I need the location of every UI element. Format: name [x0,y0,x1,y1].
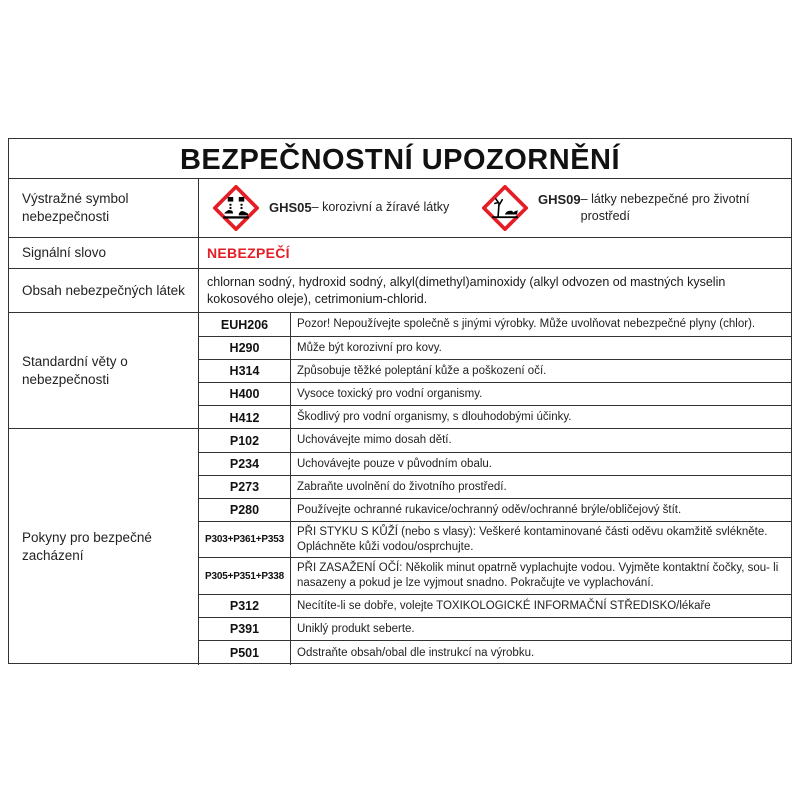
ghs05-code: GHS05 [269,200,312,215]
precaution-code: P280 [199,499,291,521]
precaution-row [199,641,791,665]
precaution-text: Uchovávejte mimo dosah dětí. [297,434,452,446]
hazard-statement-row [199,313,791,337]
ghs05-symbol [213,185,449,231]
hazard-statement-row [199,383,791,406]
precaution-text: Uchovávejte pouze v původním obalu. [297,457,492,470]
hazard-statement-row [199,406,791,429]
hazard-code: EUH206 [199,313,291,336]
warning-symbol-label: Výstražné symbol nebezpečnosti [9,179,199,237]
hazard-code: H400 [199,383,291,405]
precaution-code: P312 [199,595,291,617]
hazard-code: H290 [199,337,291,359]
ghs05-description: – korozivní a žíravé látky [311,200,450,214]
precautionary-statements-section [9,429,791,665]
precaution-row [199,558,791,595]
precaution-text: PŘI ZASAŽENÍ OČÍ: Několik minut opatrně vyplachujte vodou. Vyjměte kontaktní čočky, sou- li nasazeny a pokud je lze vyjmout snadno. Pokračujte ve vyplachování. [297,562,779,589]
hazard-text: Škodlivý pro vodní organismy, s dlouhodobými účinky. [297,411,572,423]
signal-word-row [9,238,791,269]
ghs09-code: GHS09 [538,192,581,207]
precaution-row [199,499,791,522]
hazard-text: Pozor! Nepoužívejte společně s jinými výrobky. Může uvolňovat nebezpečné plyny (chlor). [297,318,756,330]
precaution-code: P303+P361+P353 [199,522,291,557]
precaution-text: Zabraňte uvolnění do životního prostředí. [297,480,507,493]
precaution-code: P273 [199,476,291,498]
hazardous-substances-row [9,269,791,313]
precaution-text: Používejte ochranné rukavice/ochranný oděv/ochranné brýle/obličejový štít. [297,503,682,516]
hazard-code: H412 [199,406,291,429]
precautionary-statements-label: Pokyny pro bezpečné zacházení [9,429,199,665]
ghs09-symbol [482,185,751,231]
precaution-code: P305+P351+P338 [199,558,291,594]
precaution-row [199,429,791,453]
precaution-text: PŘI STYKU S KŮŽÍ (nebo s vlasy): Veškeré kontaminované části oděvu okamžitě svlékněte. Opláchněte kůži vodou/osprchujte. [297,525,768,553]
hazard-statement-row [199,360,791,383]
warning-symbol-values [199,179,791,237]
hazard-text: Může být korozivní pro kovy. [297,341,442,354]
precaution-text: Odstraňte obsah/obal dle instrukcí na výrobku. [297,646,535,659]
ghs09-text [538,191,751,225]
page-title: BEZPEČNOSTNÍ UPOZORNĚNÍ [9,139,791,179]
hazard-text: Vysoce toxický pro vodní organismy. [297,387,483,400]
precaution-row [199,476,791,499]
precaution-code: P102 [199,429,291,452]
hazard-text: Způsobuje těžké poleptání kůže a poškození očí. [297,364,547,377]
precaution-code: P234 [199,453,291,475]
environment-pictogram-icon [482,185,528,231]
precaution-code: P501 [199,641,291,665]
precaution-code: P391 [199,618,291,640]
warning-symbol-row [9,179,791,238]
ghs05-text [269,199,449,217]
precaution-text: Necítíte-li se dobře, volejte TOXIKOLOGICKÉ INFORMAČNÍ STŘEDISKO/lékaře [297,599,711,612]
hazard-code: H314 [199,360,291,382]
hazardous-substances-value: chlornan sodný, hydroxid sodný, alkyl(dimethyl)aminoxidy (alkyl odvozen od mastných kyselin kokosového oleje), cetrimonium-chlorid. [207,274,726,306]
precaution-row [199,618,791,641]
precaution-row [199,522,791,558]
hazardous-substances-label: Obsah nebezpečných látek [9,269,199,312]
precaution-row [199,453,791,476]
precaution-text: Uniklý produkt seberte. [297,622,415,635]
hazard-statements-label: Standardní věty o nebezpečnosti [9,313,199,428]
ghs09-description: – látky nebezpečné pro životní prostředí [580,192,750,223]
safety-label [8,138,792,664]
hazard-statement-row [199,337,791,360]
precaution-row [199,595,791,618]
signal-word-value: NEBEZPEČÍ [207,244,290,261]
hazard-statements-section [9,313,791,429]
signal-word-cell [199,238,791,268]
corrosion-pictogram-icon [213,185,259,231]
signal-word-label: Signální slovo [9,238,199,268]
